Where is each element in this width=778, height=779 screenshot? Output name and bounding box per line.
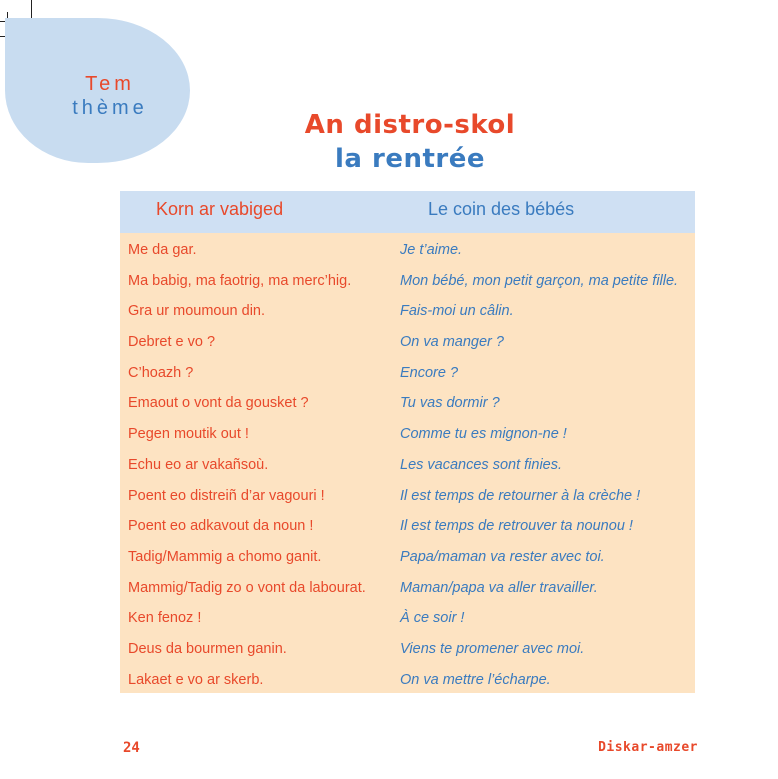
- phrase-breton: Pegen moutik out !: [128, 426, 249, 443]
- table-row: [120, 511, 695, 542]
- phrase-french: Viens te promener avec moi.: [400, 640, 585, 657]
- page-number: 24: [123, 740, 140, 756]
- table-row: [120, 542, 695, 573]
- phrase-french: On va mettre l’écharpe.: [400, 671, 551, 688]
- table-row: [120, 419, 695, 450]
- phrase-french: Maman/papa va aller travailler.: [400, 579, 598, 596]
- phrase-table: [120, 191, 695, 693]
- header-breton: Korn ar vabiged: [156, 199, 284, 219]
- table-row: [120, 296, 695, 327]
- phrase-french: Il est temps de retrouver ta nounou !: [400, 518, 633, 535]
- table-row: [120, 603, 695, 634]
- table-row: [120, 450, 695, 481]
- phrase-french: À ce soir !: [400, 610, 465, 627]
- phrase-breton: Echu eo ar vakañsoù.: [128, 456, 269, 473]
- phrase-french: Mon bébé, mon petit garçon, ma petite fille.: [400, 272, 679, 289]
- publication-name: Diskar-amzer: [598, 740, 698, 755]
- phrase-french: On va manger ?: [400, 334, 504, 351]
- phrase-breton: Ken fenoz !: [128, 610, 202, 627]
- phrase-french: Papa/maman va rester avec toi.: [400, 548, 605, 565]
- phrase-breton: Tadig/Mammig a chomo ganit.: [128, 548, 322, 565]
- phrase-breton: Debret e vo ?: [128, 334, 216, 351]
- table-row: [120, 388, 695, 419]
- phrase-breton: Poent eo distreiñ d’ar vagouri !: [128, 487, 325, 504]
- page-title: [250, 108, 570, 176]
- header-french: Le coin des bébés: [428, 199, 575, 219]
- table-row: [120, 573, 695, 604]
- phrase-breton: Emaout o vont da gousket ?: [128, 395, 309, 412]
- table-row: [120, 481, 695, 512]
- phrase-breton: Poent eo adkavout da noun !: [128, 518, 314, 535]
- phrase-breton: Mammig/Tadig zo o vont da labourat.: [128, 579, 366, 596]
- theme-french: thème: [72, 97, 148, 119]
- title-french: la rentrée: [335, 144, 485, 174]
- phrase-french: Comme tu es mignon-ne !: [400, 426, 567, 443]
- table-row: [120, 358, 695, 389]
- table-row: [120, 665, 695, 696]
- phrase-french: Fais-moi un câlin.: [400, 303, 514, 320]
- phrase-french: Il est temps de retourner à la crèche !: [400, 487, 641, 504]
- phrase-breton: C’hoazh ?: [128, 364, 194, 381]
- phrase-french: Tu vas dormir ?: [400, 395, 500, 412]
- phrase-french: Les vacances sont finies.: [400, 456, 563, 473]
- phrase-breton: Me da gar.: [128, 242, 197, 258]
- table-body: [120, 233, 695, 695]
- table-row: [120, 327, 695, 358]
- phrase-breton: Ma babig, ma faotrig, ma merc’hig.: [128, 272, 352, 289]
- phrase-french: Encore ?: [400, 364, 459, 381]
- table-row: [120, 266, 695, 297]
- phrase-breton: Lakaet e vo ar skerb.: [128, 671, 264, 688]
- phrase-french: Je t’aime.: [400, 242, 463, 258]
- theme-label: [60, 72, 160, 120]
- phrase-breton: Gra ur moumoun din.: [128, 303, 266, 320]
- theme-breton: Tem: [85, 73, 135, 95]
- table-row: [120, 634, 695, 665]
- title-breton: An distro-skol: [304, 110, 516, 140]
- table-row: [120, 235, 695, 266]
- table-header: [120, 191, 695, 233]
- phrase-breton: Deus da bourmen ganin.: [128, 640, 287, 657]
